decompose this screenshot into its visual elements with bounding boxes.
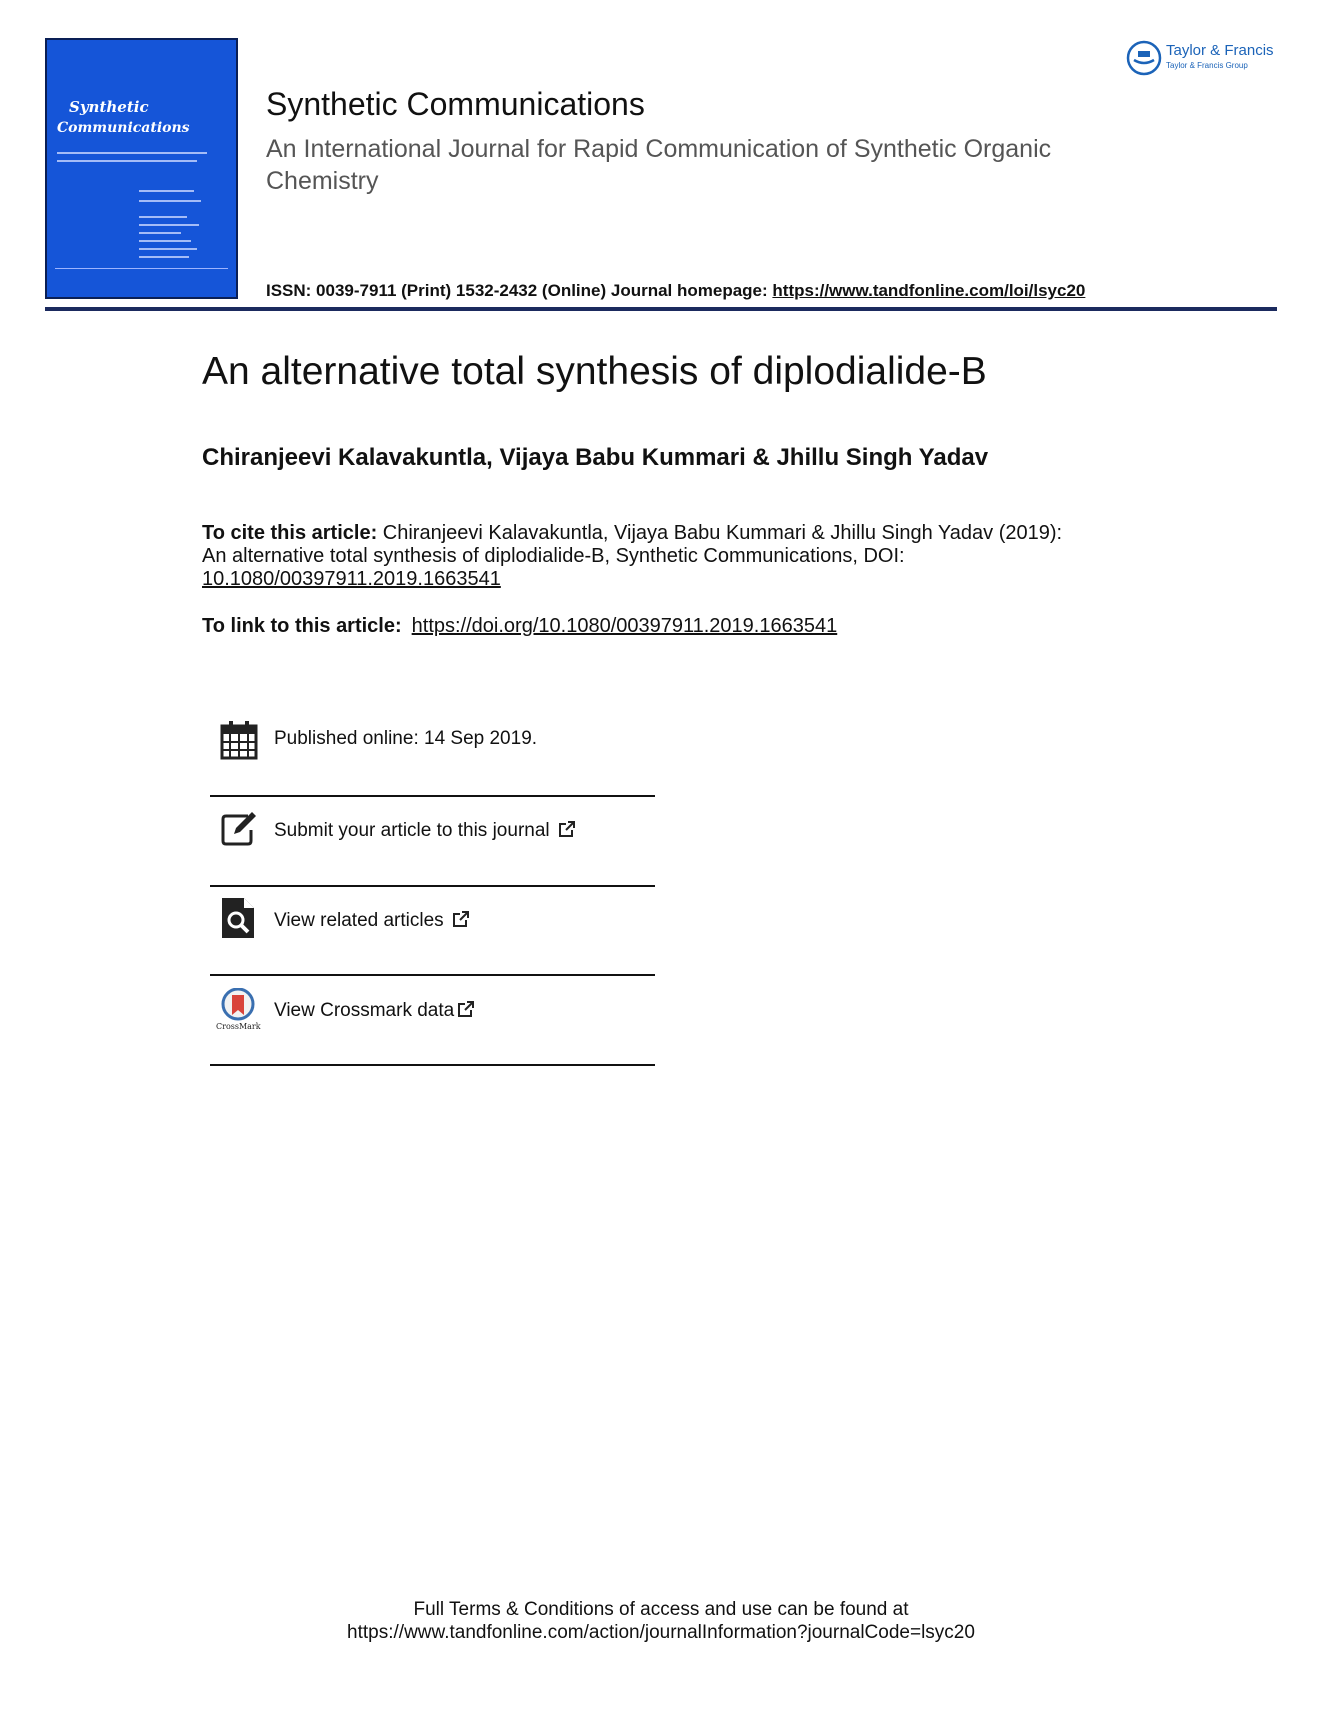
row-divider	[210, 885, 655, 887]
header-divider	[45, 307, 1277, 311]
row-divider	[210, 974, 655, 976]
row-divider	[210, 795, 655, 797]
published-row	[210, 716, 655, 786]
link-label: To link to this article:	[202, 615, 402, 637]
external-link-icon	[558, 820, 576, 838]
calendar-icon	[220, 720, 258, 760]
crossmark-icon-text: CrossMark	[216, 1022, 261, 1031]
crossmark-link[interactable]	[210, 986, 655, 1056]
issn-text: ISSN: 0039-7911 (Print) 1532-2432 (Online) Journal homepage:	[266, 281, 773, 300]
cite-label: To cite this article:	[202, 522, 378, 544]
related-articles-link[interactable]	[210, 896, 655, 966]
external-link-icon	[452, 910, 470, 928]
publisher-logo-icon	[1126, 40, 1162, 76]
cover-title-line2: Communications	[57, 120, 190, 136]
submit-article-link[interactable]	[210, 806, 655, 876]
publisher-name: Taylor & Francis	[1166, 42, 1274, 59]
cite-text: Chiranjeevi Kalavakuntla, Vijaya Babu Kummari & Jhillu Singh Yadav (2019): An alternative total synthesis of diplodialide-B, Synthetic Communications, DOI:	[202, 522, 1063, 567]
external-link-icon	[457, 1000, 475, 1018]
submit-article-label: Submit your article to this journal	[274, 820, 550, 841]
publisher-group: Taylor & Francis Group	[1166, 61, 1248, 70]
footer-terms-url[interactable]: https://www.tandfonline.com/action/journalInformation?journalCode=lsyc20	[347, 1622, 975, 1643]
cite-doi-link[interactable]: 10.1080/00397911.2019.1663541	[202, 568, 501, 590]
footer-terms-text: Full Terms & Conditions of access and use can be found at	[413, 1599, 909, 1620]
related-articles-label: View related articles	[274, 910, 444, 931]
journal-title: Synthetic Communications	[266, 86, 645, 122]
edit-icon	[220, 808, 258, 848]
issn-line	[266, 281, 1085, 301]
article-doi-link[interactable]: https://doi.org/10.1080/00397911.2019.1663541	[411, 615, 838, 637]
published-date: Published online: 14 Sep 2019.	[274, 728, 538, 749]
citation-block	[202, 522, 1082, 591]
row-divider	[210, 1064, 655, 1066]
crossmark-label: View Crossmark data	[274, 1000, 455, 1021]
publisher-logo	[1126, 38, 1286, 78]
crossmark-icon	[216, 988, 261, 1031]
journal-subtitle: An International Journal for Rapid Communication of Synthetic Organic Chemistry	[266, 135, 1052, 195]
journal-homepage-link[interactable]: https://www.tandfonline.com/loi/lsyc20	[772, 281, 1086, 300]
search-document-icon	[220, 898, 258, 938]
article-link-row	[202, 615, 837, 638]
journal-cover-image	[45, 38, 238, 299]
footer-terms	[0, 1598, 1322, 1644]
cover-title-line1: Synthetic	[69, 98, 149, 116]
article-title: An alternative total synthesis of diplodialide-B	[202, 350, 987, 393]
article-authors: Chiranjeevi Kalavakuntla, Vijaya Babu Kummari & Jhillu Singh Yadav	[202, 444, 989, 471]
